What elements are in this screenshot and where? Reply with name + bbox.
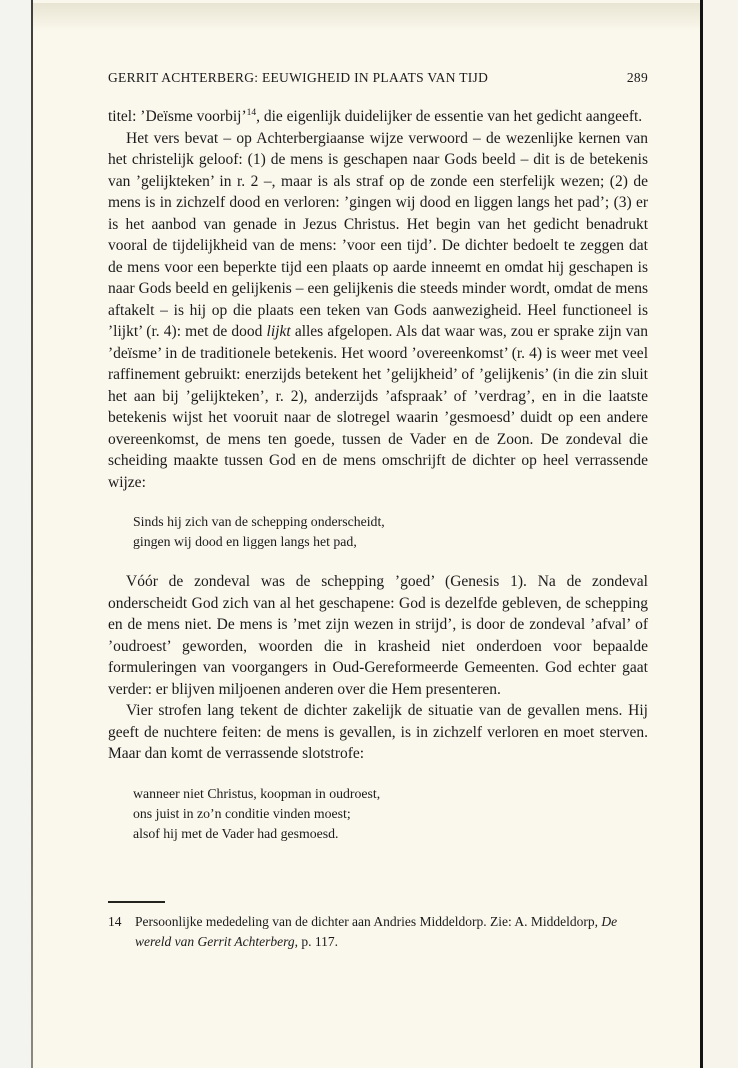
scan-shadow-top xyxy=(33,3,700,31)
page-number: 289 xyxy=(626,70,648,85)
quote-line: wanneer niet Christus, koopman in oudroest, xyxy=(133,785,381,801)
running-title: GERRIT ACHTERBERG: EEUWIGHEID IN PLAATS VAN TIJD xyxy=(108,70,489,85)
block-quote-poem xyxy=(133,512,648,552)
page-content xyxy=(108,70,648,863)
quote-line: alsof hij met de Vader had gesmoesd. xyxy=(133,825,339,841)
block-quote-poem xyxy=(133,784,648,844)
footnote-number: 14 xyxy=(108,914,122,929)
footnote-rule xyxy=(108,901,165,903)
footnote-body xyxy=(108,912,650,951)
paragraph-continuation: titel: ’Deïsme voorbij’$^{14}$, die eigenlijk duidelijker de essentie van het gedicht aangeeft. xyxy=(108,107,643,125)
paragraph: Vóór de zondeval was de schepping ’goed’ (Genesis 1). Na de zondeval onderscheidt God zich van al het geschapene: God is dezelfde gebleven, de schepping en de mens niet. De mens is ’met zijn wezen in strijd’, is door de zondeval ’afval’ of ’oudroest’ geworden, woorden die in krasheid niet onderdoen voor bepaalde formuleringen van voorgangers in Oud-Gereformeerde Gemeenten. God echter gaat verder: er blijven miljoenen anderen over die Hem presenteren. xyxy=(108,573,648,698)
scanner-margin-right xyxy=(703,0,738,1068)
quote-line: gingen wij dood en liggen langs het pad, xyxy=(133,534,357,549)
quote-line: ons juist in zo’n conditie vinden moest; xyxy=(133,805,351,821)
paragraph: Het vers bevat – op Achterbergiaanse wijze verwoord – de wezenlijke kernen van het christelijk geloof: (1) de mens is geschapen naar Gods beeld – dit is de betekenis van ’gelijkteken’ in r. 2 –, maar is als straf op de zonde een sterfelijk wezen; (2) de mens is in zichzelf dood en verloren: ’gingen wij dood en liggen langs het pad’; (3) er is het aanbod van genade in Jezus Christus. Het begin van het gedicht benadrukt vooral de tijdelijkheid van de mens: ’voor een tijd’. De dichter bedoelt te zeggen dat de mens voor een beperkte tijd een plaats op aarde inneemt en omdat hij geschapen is naar Gods beeld en gelijkenis – een gelijkenis die steeds minder wordt, omdat de mens aftakelt – is hij op die plaats een teken van Gods aanwezigheid. Heel functioneel is ’lijkt’ (r. 4): met de dood lijkt alles afgelopen. Als dat waar was, zou er sprake zijn van ’deïsme’ in de traditionele betekenis. Het woord ’overeenkomst’ (r. 4) is weer met veel raffinement gebruikt: enerzijds betekent het ’gelijkheid’ of ’gelijkenis’ (in die zin sluit het aan bij ’gelijkteken’, r. 2), anderzijds ’afspraak’ of ’verdrag’, en in die laatste betekenis wijst het vooruit naar de slotregel waarin ’gesmoesd’ duidt op een andere overeenkomst, de mens ten goede, tussen de Vader en de Zoon. De zondeval die scheiding maakte tussen God en de mens omschrijft de dichter op heel verrassende wijze: xyxy=(108,129,648,491)
page-edge-line-left xyxy=(31,0,33,1068)
footnote xyxy=(108,901,650,951)
quote-line: Sinds hij zich van de schepping onderscheidt, xyxy=(133,514,385,529)
page-header xyxy=(108,70,648,86)
scanner-margin-left xyxy=(0,0,31,1068)
paragraph: Vier strofen lang tekent de dichter zakelijk de situatie van de gevallen mens. Hij geeft de nuchtere feiten: de mens is gevallen, is in zichzelf verloren en moet sterven. Maar dan komt de verrassende slotstrofe: xyxy=(108,702,648,762)
page-edge-line-right xyxy=(700,0,703,1068)
footnote-text: Persoonlijke mededeling van de dichter aan Andries Middeldorp. Zie: A. Middeldorp, De wereld van Gerrit Achterberg, p. 117. xyxy=(135,914,618,949)
